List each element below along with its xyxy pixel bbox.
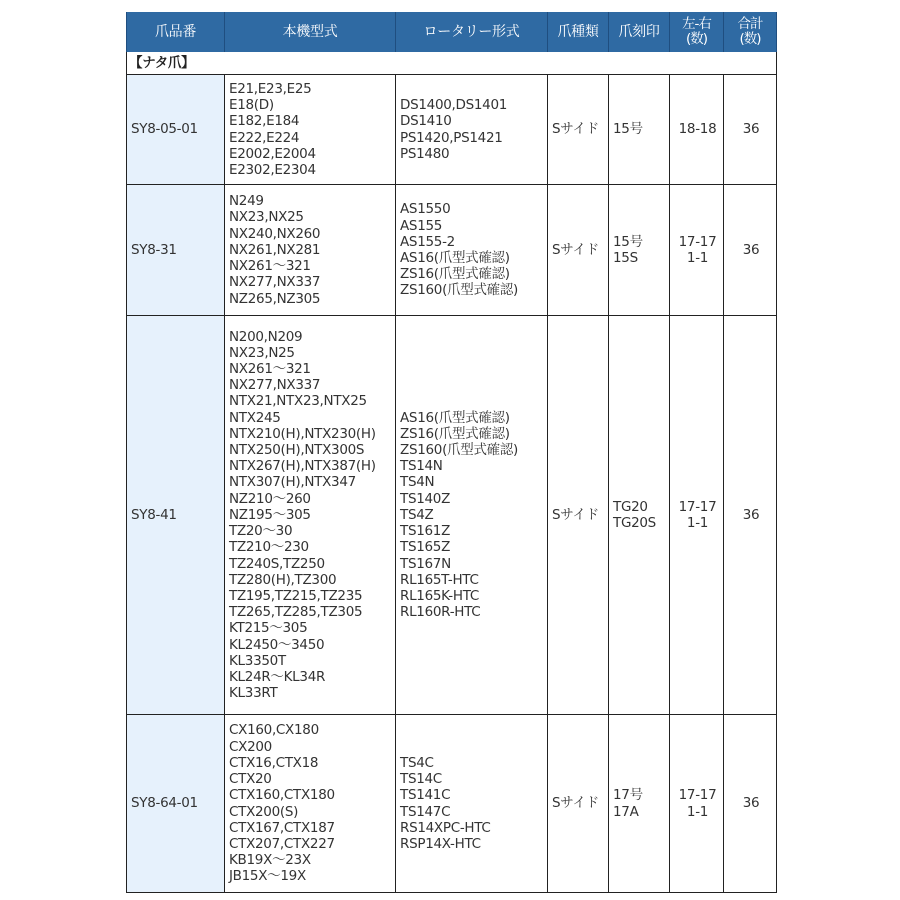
header-lr-line1: 左-右 [682,16,711,32]
rotary-model-cell-line: DS1410 [400,113,452,130]
claw-stamp-cell [609,185,670,316]
machine-model-cell-line: TZ265,TZ285,TZ305 [229,604,363,621]
rotary-model-cell-line: TS4C [400,754,434,771]
machine-model-cell-line: E21,E23,E25 [229,80,312,97]
rotary-model-cell-line: TS14C [400,771,442,788]
machine-model-cell-line: E222,E224 [229,129,300,146]
rotary-model-cell-line: PS1420,PS1421 [400,129,503,146]
machine-model-cell-line: NX23,NX25 [229,209,304,226]
rotary-model-cell-line: ZS160(爪型式確認) [400,282,519,299]
machine-model-cell-line: N249 [229,193,264,210]
rotary-model-cell-line: RS14XPC-HTC [400,819,491,836]
rotary-model-cell-line: TS161Z [400,523,451,540]
rotary-model-cell-line: TS167N [400,555,451,572]
machine-model-cell-line: NX23,N25 [229,344,295,361]
machine-model-cell-line: TZ20～30 [229,523,293,540]
machine-model-cell-line: JB15X～19X [229,868,306,885]
table-row [127,715,777,893]
claw-type-cell: Sサイド [548,316,609,715]
machine-model-cell-line: KL24R～KL34R [229,668,326,685]
rotary-model-cell-line: TS4Z [400,506,434,523]
left-right-count-cell-line: 18-18 [678,121,717,138]
machine-model-cell-line: TZ240S,TZ250 [229,555,325,572]
rotary-model-cell [396,185,548,316]
machine-model-cell-line: NX261,NX281 [229,241,321,258]
claw-stamp-cell [609,316,670,715]
machine-model-cell-line: CTX167,CTX187 [229,819,335,836]
machine-model-cell-line: NZ210～260 [229,490,311,507]
rotary-model-cell-line: AS1550 [400,201,451,218]
header-claw-type: 爪種類 [548,12,609,52]
machine-model-cell-line: NX261～321 [229,361,311,378]
machine-model-cell-line: KB19X～23X [229,852,311,869]
machine-model-cell-line: NTX250(H),NTX300S [229,442,365,459]
header-row [127,12,777,52]
claw-type-cell: Sサイド [548,715,609,893]
rotary-model-cell-line: TS141C [400,787,451,804]
left-right-count-cell [670,185,724,316]
left-right-count-cell-line: 17-17 [678,233,717,250]
machine-model-cell-line: KT215～305 [229,620,308,637]
rotary-model-cell-line: TS14N [400,458,443,475]
claw-spec-table [126,12,777,893]
claw-stamp-cell-line: 15号 [613,121,643,138]
machine-model-cell-line: E2302,E2304 [229,161,316,178]
machine-model-cell-line: KL3350T [229,652,286,669]
left-right-count-cell [670,75,724,185]
machine-model-cell-line: NTX245 [229,409,281,426]
rotary-model-cell-line: ZS160(爪型式確認) [400,442,519,459]
machine-model-cell [225,715,396,893]
header-rotary-model: ロータリー形式 [396,12,548,52]
section-label: 【ナタ爪】 [127,52,777,75]
left-right-count-cell-line: 1-1 [686,803,709,820]
rotary-model-cell-line: TS165Z [400,539,451,556]
claw-stamp-cell-line: TG20S [613,515,656,531]
left-right-count-cell-line: 17-17 [678,498,717,515]
machine-model-cell-line: CTX207,CTX227 [229,835,335,852]
rotary-model-cell-line: RSP14X-HTC [400,835,481,852]
table-row [127,316,777,715]
rotary-model-cell-line: ZS16(爪型式確認) [400,266,510,283]
machine-model-cell [225,185,396,316]
claw-code-cell: SY8-05-01 [127,75,225,185]
machine-model-cell-line: TZ280(H),TZ300 [229,571,337,588]
machine-model-cell-line: NTX21,NTX23,NTX25 [229,393,367,410]
machine-model-cell-line: CTX200(S) [229,803,299,820]
machine-model-cell-line: NZ265,NZ305 [229,290,321,307]
header-lr-line2: (数) [685,31,708,47]
table-row [127,75,777,185]
header-left-right-count [670,12,724,52]
machine-model-cell-line: TZ195,TZ215,TZ235 [229,587,363,604]
rotary-model-cell-line: TS4N [400,474,435,491]
left-right-count-cell-line: 1-1 [686,250,709,266]
rotary-model-cell-line: TS140Z [400,490,451,507]
total-count-cell: 36 [724,316,777,715]
rotary-model-cell-line: RL160R-HTC [400,604,481,621]
machine-model-cell-line: E182,E184 [229,113,300,130]
machine-model-cell-line: NX277,NX337 [229,377,321,394]
claw-code-cell: SY8-31 [127,185,225,316]
machine-model-cell-line: KL2450～3450 [229,636,325,653]
left-right-count-cell-line: 17-17 [678,787,717,804]
machine-model-cell-line: CTX160,CTX180 [229,787,335,804]
rotary-model-cell-line: PS1480 [400,145,450,162]
rotary-model-cell [396,316,548,715]
claw-stamp-cell [609,75,670,185]
claw-stamp-cell-line: 15号 [613,233,643,250]
total-count-cell: 36 [724,185,777,316]
machine-model-cell-line: NZ195～305 [229,506,311,523]
machine-model-cell-line: N200,N209 [229,328,303,345]
machine-model-cell-line: CTX16,CTX18 [229,754,319,771]
header-total-line2: (数) [739,31,761,47]
machine-model-cell-line: NTX210(H),NTX230(H) [229,425,376,442]
claw-type-cell: Sサイド [548,75,609,185]
rotary-model-cell-line: AS155 [400,217,443,234]
total-count-cell: 36 [724,75,777,185]
machine-model-cell-line: NTX307(H),NTX347 [229,474,356,491]
rotary-model-cell-line: AS155-2 [400,233,455,250]
rotary-model-cell-line: RL165K-HTC [400,587,480,604]
header-machine-model: 本機型式 [225,12,396,52]
rotary-model-cell [396,715,548,893]
claw-code-cell: SY8-41 [127,316,225,715]
header-claw-stamp: 爪刻印 [609,12,670,52]
header-total-count [724,12,777,52]
rotary-model-cell-line: AS16(爪型式確認) [400,409,510,426]
section-row [127,52,777,75]
table-row [127,185,777,316]
rotary-model-cell-line: RL165T-HTC [400,571,479,588]
claw-stamp-cell-line: 15S [613,250,638,266]
claw-type-cell: Sサイド [548,185,609,316]
machine-model-cell-line: NX277,NX337 [229,274,321,291]
machine-model-cell-line: E2002,E2004 [229,145,316,162]
header-claw-code: 爪品番 [127,12,225,52]
machine-model-cell-line: E18(D) [229,97,274,114]
machine-model-cell-line: CTX20 [229,771,272,788]
rotary-model-cell-line: TS147C [400,803,451,820]
machine-model-cell [225,316,396,715]
rotary-model-cell-line: ZS16(爪型式確認) [400,425,510,442]
left-right-count-cell [670,715,724,893]
machine-model-cell-line: KL33RT [229,685,278,702]
claw-code-cell: SY8-64-01 [127,715,225,893]
machine-model-cell-line: TZ210～230 [229,539,309,556]
claw-stamp-cell [609,715,670,893]
claw-stamp-cell-line: TG20 [613,498,648,515]
machine-model-cell-line: NX240,NX260 [229,225,321,242]
machine-model-cell-line: CX160,CX180 [229,722,319,739]
header-total-line1: 合計 [737,16,763,32]
machine-model-cell [225,75,396,185]
rotary-model-cell-line: DS1400,DS1401 [400,97,508,114]
claw-stamp-cell-line: 17号 [613,787,643,804]
left-right-count-cell [670,316,724,715]
machine-model-cell-line: NX261～321 [229,258,311,275]
rotary-model-cell-line: AS16(爪型式確認) [400,250,510,266]
left-right-count-cell-line: 1-1 [686,515,709,531]
total-count-cell: 36 [724,715,777,893]
machine-model-cell-line: NTX267(H),NTX387(H) [229,458,376,475]
machine-model-cell-line: CX200 [229,738,272,755]
rotary-model-cell [396,75,548,185]
claw-stamp-cell-line: 17A [613,803,639,820]
